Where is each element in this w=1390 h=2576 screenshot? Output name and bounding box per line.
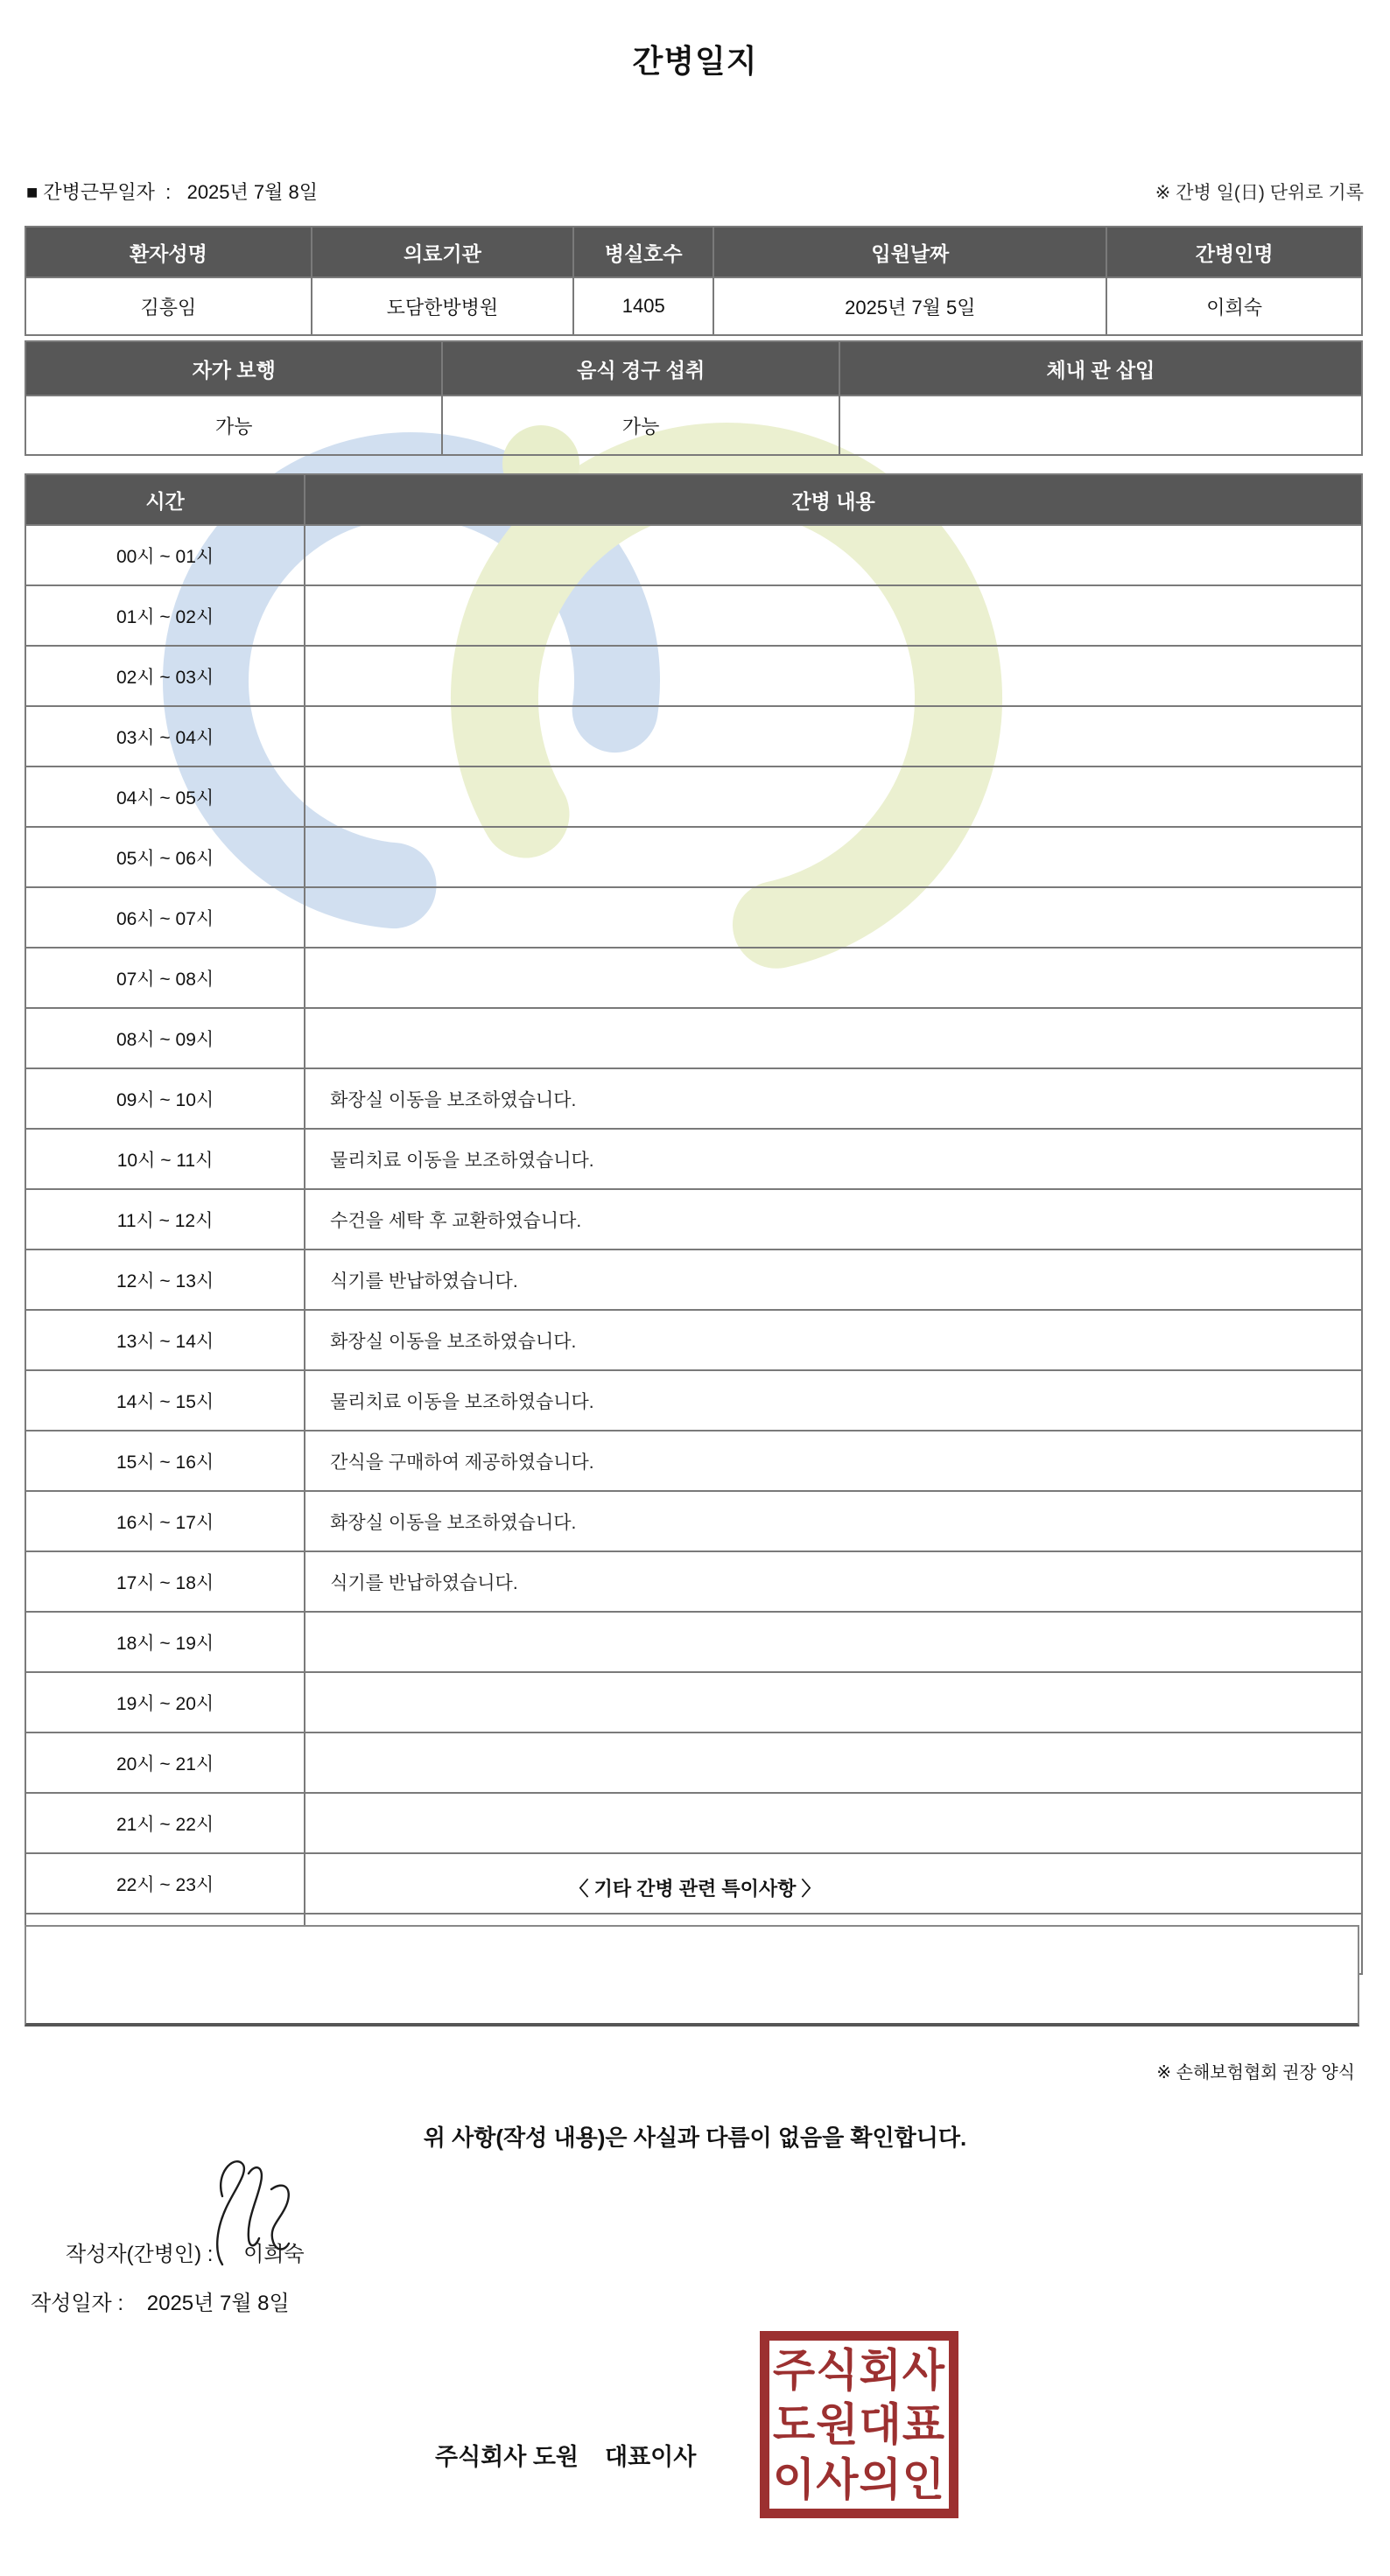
care-row (25, 766, 1362, 827)
header-admission-date: 입원날짜 (713, 227, 1106, 277)
care-row (25, 948, 1362, 1008)
care-row-time: 17시 ~ 18시 (25, 1551, 305, 1612)
value-self-walking: 가능 (25, 396, 442, 455)
care-row-content (305, 948, 1362, 1008)
care-row (25, 1612, 1362, 1672)
care-log-table (25, 473, 1363, 1975)
unit-note: ※ 간병 일(日) 단위로 기록 (1155, 183, 1364, 203)
care-row-content (305, 646, 1362, 706)
header-caregiver-name: 간병인명 (1106, 227, 1362, 277)
care-row-content (305, 1612, 1362, 1672)
tables-area (25, 226, 1363, 1975)
care-row-time: 03시 ~ 04시 (25, 706, 305, 766)
care-row-time: 04시 ~ 05시 (25, 766, 305, 827)
notes-box (25, 1925, 1359, 2026)
value-medical-institution: 도담한방병원 (312, 277, 573, 335)
meta-row (26, 178, 1364, 205)
patient-info-table (25, 226, 1363, 336)
care-row-content (305, 525, 1362, 585)
care-row (25, 827, 1362, 887)
header-care-content: 간병 내용 (305, 474, 1362, 525)
care-row-time: 15시 ~ 16시 (25, 1431, 305, 1491)
care-row-time: 05시 ~ 06시 (25, 827, 305, 887)
care-row-content (305, 585, 1362, 646)
care-row-time: 21시 ~ 22시 (25, 1793, 305, 1853)
care-row-time: 01시 ~ 02시 (25, 585, 305, 646)
care-row-content (305, 887, 1362, 948)
value-internal-tube (839, 396, 1362, 455)
care-row-time: 10시 ~ 11시 (25, 1129, 305, 1189)
patient-header-row (25, 227, 1362, 277)
care-row-time: 22시 ~ 23시 (25, 1853, 305, 1914)
page-title: 간병일지 (632, 43, 758, 79)
care-row (25, 1068, 1362, 1129)
value-room-number: 1405 (573, 277, 713, 335)
care-row-time: 13시 ~ 14시 (25, 1310, 305, 1370)
care-log-header-row (25, 474, 1362, 525)
care-row (25, 1129, 1362, 1189)
care-row-time: 02시 ~ 03시 (25, 646, 305, 706)
stamp-line-3: 이사의인 (772, 2454, 946, 2505)
care-row-content (305, 1793, 1362, 1853)
care-row-content (305, 1732, 1362, 1793)
care-row-time: 06시 ~ 07시 (25, 887, 305, 948)
care-row-time: 18시 ~ 19시 (25, 1612, 305, 1672)
form-note: ※ 손해보험협회 권장 양식 (1156, 2063, 1355, 2082)
care-row (25, 887, 1362, 948)
care-row-time: 14시 ~ 15시 (25, 1370, 305, 1431)
header-time: 시간 (25, 474, 305, 525)
care-row (25, 1793, 1362, 1853)
care-row-content (305, 706, 1362, 766)
company-ceo-line: 주식회사 도원 대표이사 (435, 2444, 697, 2470)
care-row (25, 1310, 1362, 1370)
care-row-time: 08시 ~ 09시 (25, 1008, 305, 1068)
writer-name: 이희숙 (243, 2243, 305, 2266)
care-table-body (25, 525, 1362, 1974)
care-row-content: 식기를 반납하였습니다. (305, 1551, 1362, 1612)
care-row (25, 646, 1362, 706)
care-row-time: 19시 ~ 20시 (25, 1672, 305, 1732)
write-date: 작성일자 : 2025년 7월 8일 (31, 2292, 290, 2315)
writer-label: 작성자(간병인) : (66, 2243, 220, 2266)
care-row-content: 식기를 반납하였습니다. (305, 1250, 1362, 1310)
care-row-content (305, 1008, 1362, 1068)
header-patient-name: 환자성명 (25, 227, 312, 277)
care-row-content: 물리치료 이동을 보조하였습니다. (305, 1370, 1362, 1431)
care-row-content (305, 827, 1362, 887)
care-row (25, 1672, 1362, 1732)
care-row (25, 1551, 1362, 1612)
care-row-time: 20시 ~ 21시 (25, 1732, 305, 1793)
care-row (25, 706, 1362, 766)
value-admission-date: 2025년 7월 5일 (713, 277, 1106, 335)
care-row-time: 09시 ~ 10시 (25, 1068, 305, 1129)
care-row (25, 585, 1362, 646)
header-room-number: 병실호수 (573, 227, 713, 277)
header-medical-institution: 의료기관 (312, 227, 573, 277)
care-row (25, 1491, 1362, 1551)
care-row-content: 간식을 구매하여 제공하였습니다. (305, 1431, 1362, 1491)
care-row (25, 1732, 1362, 1793)
header-self-walking: 자가 보행 (25, 341, 442, 396)
handwritten-signature (203, 2154, 304, 2272)
status-header-row (25, 341, 1362, 396)
care-row (25, 525, 1362, 585)
care-row-content: 화장실 이동을 보조하였습니다. (305, 1491, 1362, 1551)
care-row (25, 1431, 1362, 1491)
header-internal-tube: 체내 관 삽입 (839, 341, 1362, 396)
value-caregiver-name: 이희숙 (1106, 277, 1362, 335)
care-row-content: 물리치료 이동을 보조하였습니다. (305, 1129, 1362, 1189)
corporate-seal-stamp (760, 2331, 958, 2518)
confirmation-statement: 위 사항(작성 내용)은 사실과 다름이 없음을 확인합니다. (423, 2124, 967, 2151)
care-row-content: 수건을 세탁 후 교환하였습니다. (305, 1189, 1362, 1250)
notes-title: 〈 기타 간병 관련 특이사항 〉 (569, 1878, 821, 1900)
value-patient-name: 김흥임 (25, 277, 312, 335)
care-row (25, 1189, 1362, 1250)
care-row-time: 11시 ~ 12시 (25, 1189, 305, 1250)
care-row-time: 16시 ~ 17시 (25, 1491, 305, 1551)
care-row-content (305, 766, 1362, 827)
value-oral-intake: 가능 (442, 396, 839, 455)
patient-value-row (25, 277, 1362, 335)
care-row-time: 00시 ~ 01시 (25, 525, 305, 585)
care-row-time: 12시 ~ 13시 (25, 1250, 305, 1310)
header-oral-intake: 음식 경구 섭취 (442, 341, 839, 396)
care-row-time: 07시 ~ 08시 (25, 948, 305, 1008)
care-row (25, 1250, 1362, 1310)
care-row (25, 1008, 1362, 1068)
care-row (25, 1370, 1362, 1431)
care-row-content (305, 1672, 1362, 1732)
status-table (25, 340, 1363, 456)
stamp-line-1: 주식회사 (772, 2344, 946, 2396)
stamp-line-2: 도원대표 (772, 2399, 946, 2450)
care-work-date: ■ 간병근무일자 : 2025년 7월 8일 (26, 181, 318, 203)
care-row-content: 화장실 이동을 보조하였습니다. (305, 1310, 1362, 1370)
status-value-row (25, 396, 1362, 455)
care-row-content: 화장실 이동을 보조하였습니다. (305, 1068, 1362, 1129)
